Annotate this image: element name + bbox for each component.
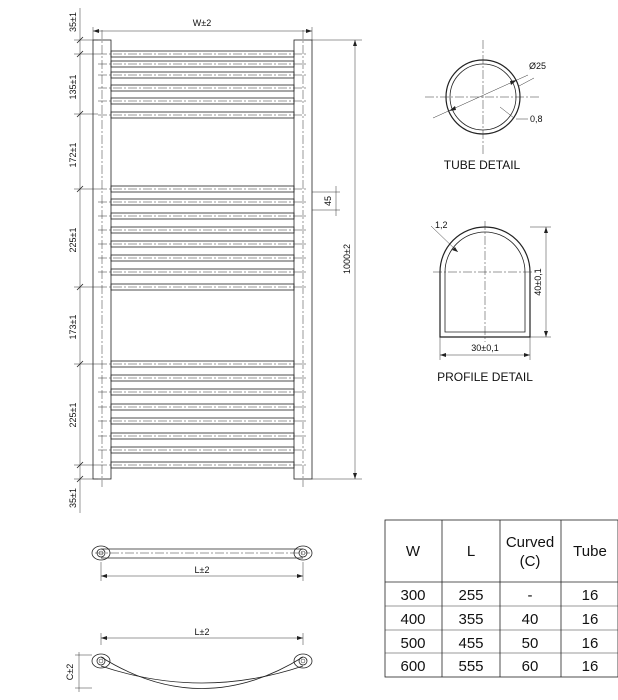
table-cell: 255 [458, 587, 484, 604]
table-cell: - [527, 587, 533, 604]
profile-detail-caption: PROFILE DETAIL [437, 370, 533, 384]
curve-depth-label: C±2 [65, 663, 75, 681]
bar-gap-label: 45 [323, 195, 333, 207]
spacing-label-top: 35±1 [68, 12, 78, 32]
table-header-tube: Tube [573, 543, 607, 560]
table-header-l: L [466, 543, 476, 560]
table-cell: 455 [458, 635, 484, 652]
front-view [68, 8, 362, 513]
table-header-w: W [405, 543, 421, 560]
table-cell: 16 [581, 658, 599, 675]
straight-length-label: L±2 [194, 565, 210, 575]
width-dimension-label: W±2 [192, 18, 212, 28]
table-cell: 50 [521, 635, 539, 652]
table-cell: 16 [581, 635, 599, 652]
table-cell: 555 [458, 658, 484, 675]
spacing-label-bottom: 35±1 [68, 488, 78, 508]
spacing-label-5: 225±1 [68, 402, 78, 428]
horizontal-bars [98, 51, 307, 468]
spacing-label-4: 173±1 [68, 314, 78, 340]
profile-height-label: 40±0,1 [533, 268, 543, 296]
table-cell: 16 [581, 587, 599, 604]
height-dimension-label: 1000±2 [342, 244, 352, 274]
spacing-label-3: 225±1 [68, 227, 78, 253]
table-cell: 40 [521, 611, 539, 628]
tube-detail [425, 40, 546, 172]
profile-wall-label: 1,2 [435, 220, 448, 230]
curved-length-label: L±2 [194, 627, 210, 637]
size-table [385, 520, 618, 677]
table-cell: 60 [521, 658, 539, 675]
table-cell: 600 [400, 658, 426, 675]
table-cell: 500 [400, 635, 426, 652]
tube-detail-caption: TUBE DETAIL [443, 158, 521, 172]
top-view-straight [92, 546, 312, 581]
table-cell: 400 [400, 611, 426, 628]
table-cell: 355 [458, 611, 484, 628]
table-header-curved: Curved (C) [505, 534, 555, 570]
curved-bar-inner [101, 666, 303, 683]
profile-detail [431, 220, 551, 384]
tube-wall-label: 0,8 [530, 114, 543, 124]
spacing-label-1: 135±1 [68, 74, 78, 100]
table-cell: 16 [581, 611, 599, 628]
tube-diameter-label: Ø25 [529, 61, 547, 71]
profile-width-label: 30±0,1 [471, 343, 499, 353]
top-view-curved [65, 627, 312, 692]
table-cell: 300 [400, 587, 426, 604]
spacing-label-2: 172±1 [68, 142, 78, 168]
curved-bar-outer [101, 657, 303, 689]
